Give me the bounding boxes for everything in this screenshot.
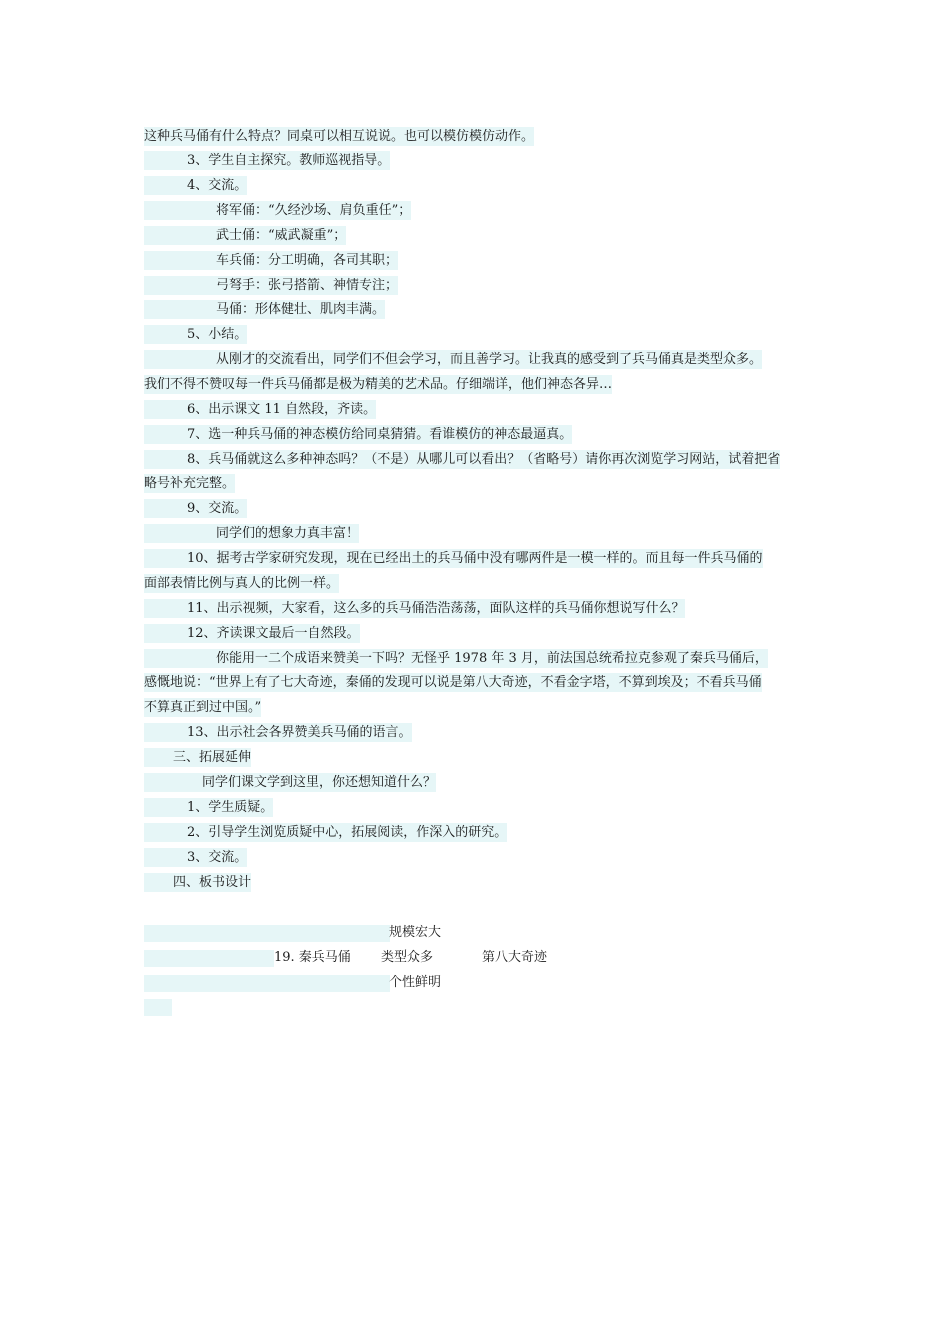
text-line <box>144 151 390 170</box>
highlight-band <box>144 999 172 1016</box>
text-line <box>144 201 411 220</box>
board-bottom: 个性鲜明 <box>389 975 442 990</box>
board-right: 第八大奇迹 <box>482 950 548 965</box>
text-line <box>144 698 261 717</box>
text-line <box>144 599 685 618</box>
line-text: 这种兵马俑有什么特点？同桌可以相互说说。也可以模仿模仿动作。 <box>144 129 535 144</box>
text-line <box>144 176 247 195</box>
line-text: 2、引导学生浏览质疑中心，拓展阅读，作深入的研究。 <box>187 825 508 840</box>
text-line <box>144 823 507 842</box>
line-text: 我们不得不赞叹每一件兵马俑都是极为精美的艺术品。仔细端详，他们神态各异… <box>144 377 613 392</box>
text-line <box>144 474 235 493</box>
line-text: 10、据考古学家研究发现，现在已经出土的兵马俑中没有哪两件是一模一样的。而且每一件兵马俑的 <box>187 551 763 566</box>
text-line <box>144 848 247 867</box>
text-line <box>144 450 780 469</box>
text-line <box>144 773 436 792</box>
text-line <box>144 127 534 146</box>
line-text: 13、出示社会各界赞美兵马俑的语言。 <box>187 725 412 740</box>
text-line <box>144 350 762 369</box>
highlight-band <box>144 950 274 967</box>
line-text: 同学们的想象力真丰富！ <box>216 526 360 541</box>
line-text: 6、出示课文 11 自然段，齐读。 <box>187 402 377 417</box>
text-line <box>144 798 273 817</box>
text-line <box>144 549 763 568</box>
text-line <box>144 873 251 892</box>
text-line <box>144 524 359 543</box>
line-text: 不算真正到过中国。” <box>144 700 262 715</box>
text-line <box>144 300 385 319</box>
text-line <box>144 226 346 245</box>
text-line <box>144 375 612 394</box>
line-text: 3、学生自主探究。教师巡视指导。 <box>187 153 391 168</box>
text-line <box>144 276 398 295</box>
line-text: 3、交流。 <box>187 850 248 865</box>
line-text: 1、学生质疑。 <box>187 800 274 815</box>
line-text: 7、选一种兵马俑的神态模仿给同桌猜猜。看谁模仿的神态最逼真。 <box>187 427 573 442</box>
highlight-band <box>144 925 390 942</box>
board-middle: 类型众多 <box>381 950 434 965</box>
text-line <box>144 251 398 270</box>
line-text: 马俑：形体健壮、肌肉丰满。 <box>216 302 386 317</box>
line-text: 同学们课文学到这里，你还想知道什么？ <box>202 775 437 790</box>
board-top: 规模宏大 <box>389 925 442 940</box>
text-line <box>144 624 360 643</box>
text-line <box>144 649 768 668</box>
section-heading: 三、拓展延伸 <box>173 750 252 765</box>
text-line <box>144 400 376 419</box>
line-text: 8、兵马俑就这么多种神态吗？（不是）从哪儿可以看出？（省略号）请你再次浏览学习网站，试着把省 <box>187 452 781 467</box>
text-line <box>144 425 572 444</box>
text-line <box>144 748 251 767</box>
line-text: 略号补充完整。 <box>144 476 236 491</box>
line-text: 车兵俑：分工明确，各司其职； <box>216 253 399 268</box>
line-text: 感慨地说：“世界上有了七大奇迹，秦俑的发现可以说是第八大奇迹，不看金字塔，不算到埃及；不看兵马俑 <box>144 675 762 690</box>
text-line <box>144 673 762 692</box>
text-line <box>144 499 247 518</box>
line-text: 12、齐读课文最后一自然段。 <box>187 626 360 641</box>
line-text: 9、交流。 <box>187 501 248 516</box>
line-text: 4、交流。 <box>187 178 248 193</box>
text-line <box>144 574 339 593</box>
text-line <box>144 325 247 344</box>
line-text: 武士俑：“威武凝重”； <box>216 228 347 243</box>
line-text: 弓弩手：张弓搭箭、神情专注； <box>216 278 399 293</box>
line-text: 5、小结。 <box>187 327 248 342</box>
line-text: 面部表情比例与真人的比例一样。 <box>144 576 340 591</box>
line-text: 从刚才的交流看出，同学们不但会学习，而且善学习。让我真的感受到了兵马俑真是类型众多。 <box>216 352 763 367</box>
highlight-band <box>144 975 390 992</box>
board-title: 19. 秦兵马俑 <box>274 950 351 965</box>
section-heading: 四、板书设计 <box>173 875 252 890</box>
line-text: 将军俑：“久经沙场、肩负重任”； <box>216 203 412 218</box>
line-text: 11、出示视频，大家看，这么多的兵马俑浩浩荡荡，面队这样的兵马俑你想说写什么？ <box>187 601 685 616</box>
line-text: 你能用一二个成语来赞美一下吗？无怪乎 1978 年 3 月，前法国总统希拉克参观了秦兵马俑后， <box>216 651 768 666</box>
text-line <box>144 723 412 742</box>
